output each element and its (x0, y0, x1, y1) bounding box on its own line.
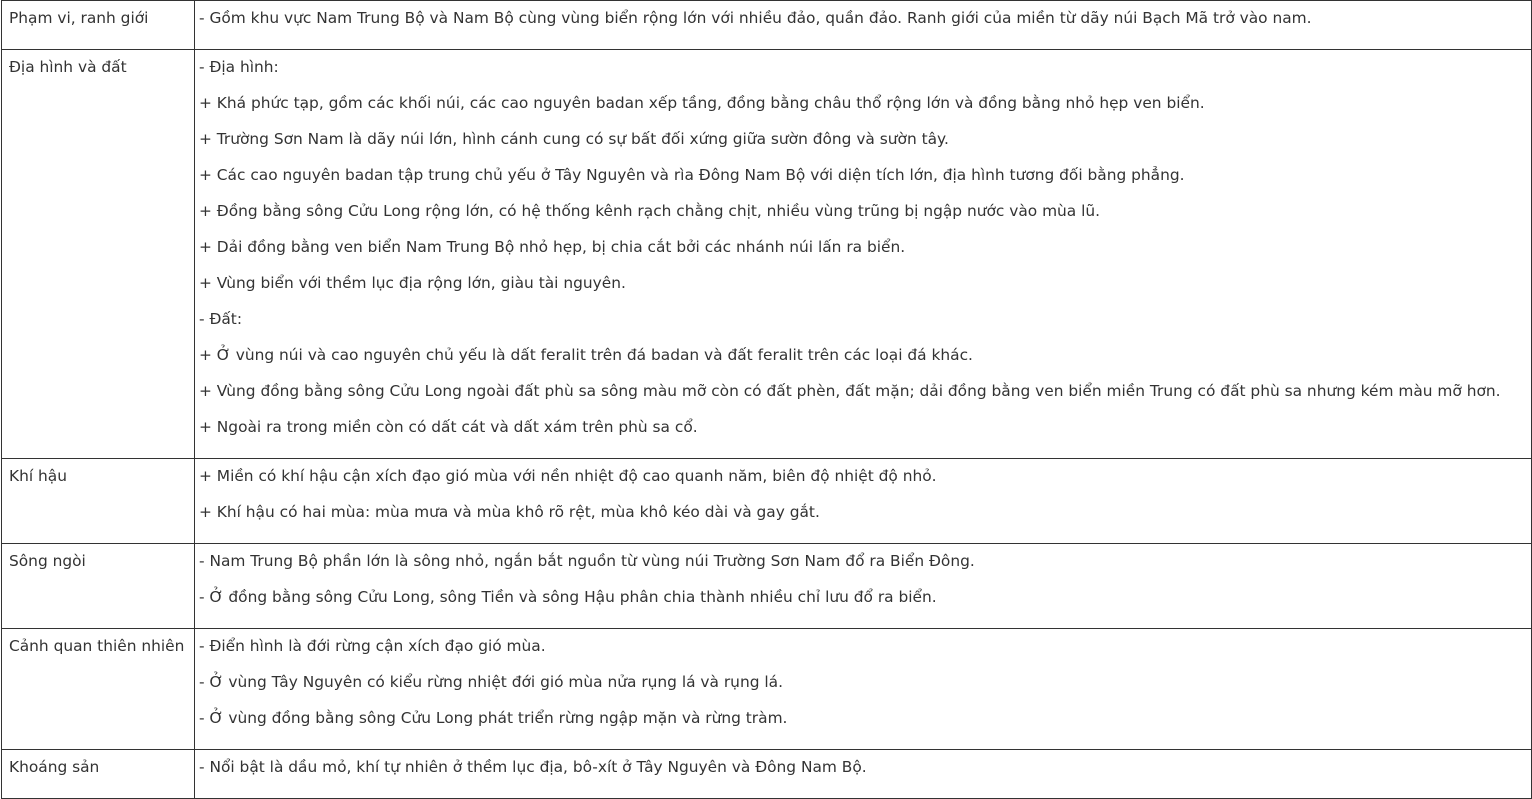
content-line: + Khí hậu có hai mùa: mùa mưa và mùa khô rõ rệt, mùa khô kéo dài và gay gắt. (199, 503, 820, 521)
content-line: - Ở vùng Tây Nguyên có kiểu rừng nhiệt đới gió mùa nửa rụng lá và rụng lá. (199, 673, 783, 691)
table-row-landscape (2, 629, 1532, 750)
content-line: + Miền có khí hậu cận xích đạo gió mùa với nền nhiệt độ cao quanh năm, biên độ nhiệt độ nhỏ. (199, 467, 937, 485)
content-line: - Nam Trung Bộ phần lớn là sông nhỏ, ngắn bắt nguồn từ vùng núi Trường Sơn Nam đổ ra Biển Đông. (199, 552, 975, 570)
content-line: + Đồng bằng sông Cửu Long rộng lớn, có hệ thống kênh rạch chằng chịt, nhiều vùng trũng bị ngập nước vào mùa lũ. (199, 202, 1101, 220)
content-line: - Ở đồng bằng sông Cửu Long, sông Tiền và sông Hậu phân chia thành nhiều chỉ lưu đổ ra biển. (199, 588, 937, 606)
row-label: Sông ngòi (9, 552, 86, 570)
row-label: Khí hậu (9, 467, 67, 485)
content-line: + Khá phức tạp, gồm các khối núi, các cao nguyên badan xếp tầng, đồng bằng châu thổ rộng lớn và đồng bằng nhỏ hẹp ven biển. (199, 94, 1205, 112)
content-line: - Nổi bật là dầu mỏ, khí tự nhiên ở thềm lục địa, bô-xít ở Tây Nguyên và Đông Nam Bộ. (199, 758, 867, 776)
content-line: - Ở vùng đồng bằng sông Cửu Long phát triển rừng ngập mặn và rừng tràm. (199, 709, 788, 727)
content-line: + Dải đồng bằng ven biển Nam Trung Bộ nhỏ hẹp, bị chia cắt bởi các nhánh núi lấn ra biển. (199, 238, 906, 256)
row-label: Phạm vi, ranh giới (9, 9, 149, 27)
row-label: Cảnh quan thiên nhiên (9, 637, 185, 655)
content-line: + Vùng biển với thềm lục địa rộng lớn, giàu tài nguyên. (199, 274, 626, 292)
content-line: + Các cao nguyên badan tập trung chủ yếu ở Tây Nguyên và rìa Đông Nam Bộ với diện tích lớn, địa hình tương đối bằng phẳng. (199, 166, 1185, 184)
table-row-climate (2, 459, 1532, 544)
content-line: - Gồm khu vực Nam Trung Bộ và Nam Bộ cùng vùng biển rộng lớn với nhiều đảo, quần đảo. Ranh giới của miền từ dãy núi Bạch Mã trở vào nam. (199, 9, 1312, 27)
row-content-cell (195, 750, 1532, 799)
row-content-cell (195, 629, 1532, 750)
row-content-cell (195, 459, 1532, 544)
row-label: Khoáng sản (9, 758, 100, 776)
row-content-cell (195, 1, 1532, 50)
row-content-cell (195, 50, 1532, 459)
row-label-cell (2, 50, 195, 459)
table-row-scope (2, 1, 1532, 50)
table-row-rivers (2, 544, 1532, 629)
content-line: + Ở vùng núi và cao nguyên chủ yếu là dất feralit trên đá badan và đất feralit trên các loại đá khác. (199, 346, 973, 364)
info-table (1, 0, 1532, 799)
content-line: - Điển hình là đới rừng cận xích đạo gió mùa. (199, 637, 546, 655)
row-label-cell (2, 459, 195, 544)
row-label-cell (2, 750, 195, 799)
content-line: - Địa hình: (199, 58, 279, 76)
row-label-cell (2, 544, 195, 629)
content-line: + Ngoài ra trong miền còn có dất cát và dất xám trên phù sa cổ. (199, 418, 698, 436)
row-content-cell (195, 544, 1532, 629)
content-line: - Đất: (199, 310, 243, 328)
row-label-cell (2, 629, 195, 750)
row-label-cell (2, 1, 195, 50)
table-row-minerals (2, 750, 1532, 799)
info-table-body (2, 1, 1532, 799)
table-row-terrain-soil (2, 50, 1532, 459)
row-label: Địa hình và đất (9, 58, 127, 76)
content-line: + Trường Sơn Nam là dãy núi lớn, hình cánh cung có sự bất đối xứng giữa sườn đông và sườn tây. (199, 130, 949, 148)
content-line: + Vùng đồng bằng sông Cửu Long ngoài đất phù sa sông màu mỡ còn có đất phèn, đất mặn; dải đồng bằng ven biển miền Trung có đất phù sa nhưng kém màu mỡ hơn. (199, 382, 1501, 400)
